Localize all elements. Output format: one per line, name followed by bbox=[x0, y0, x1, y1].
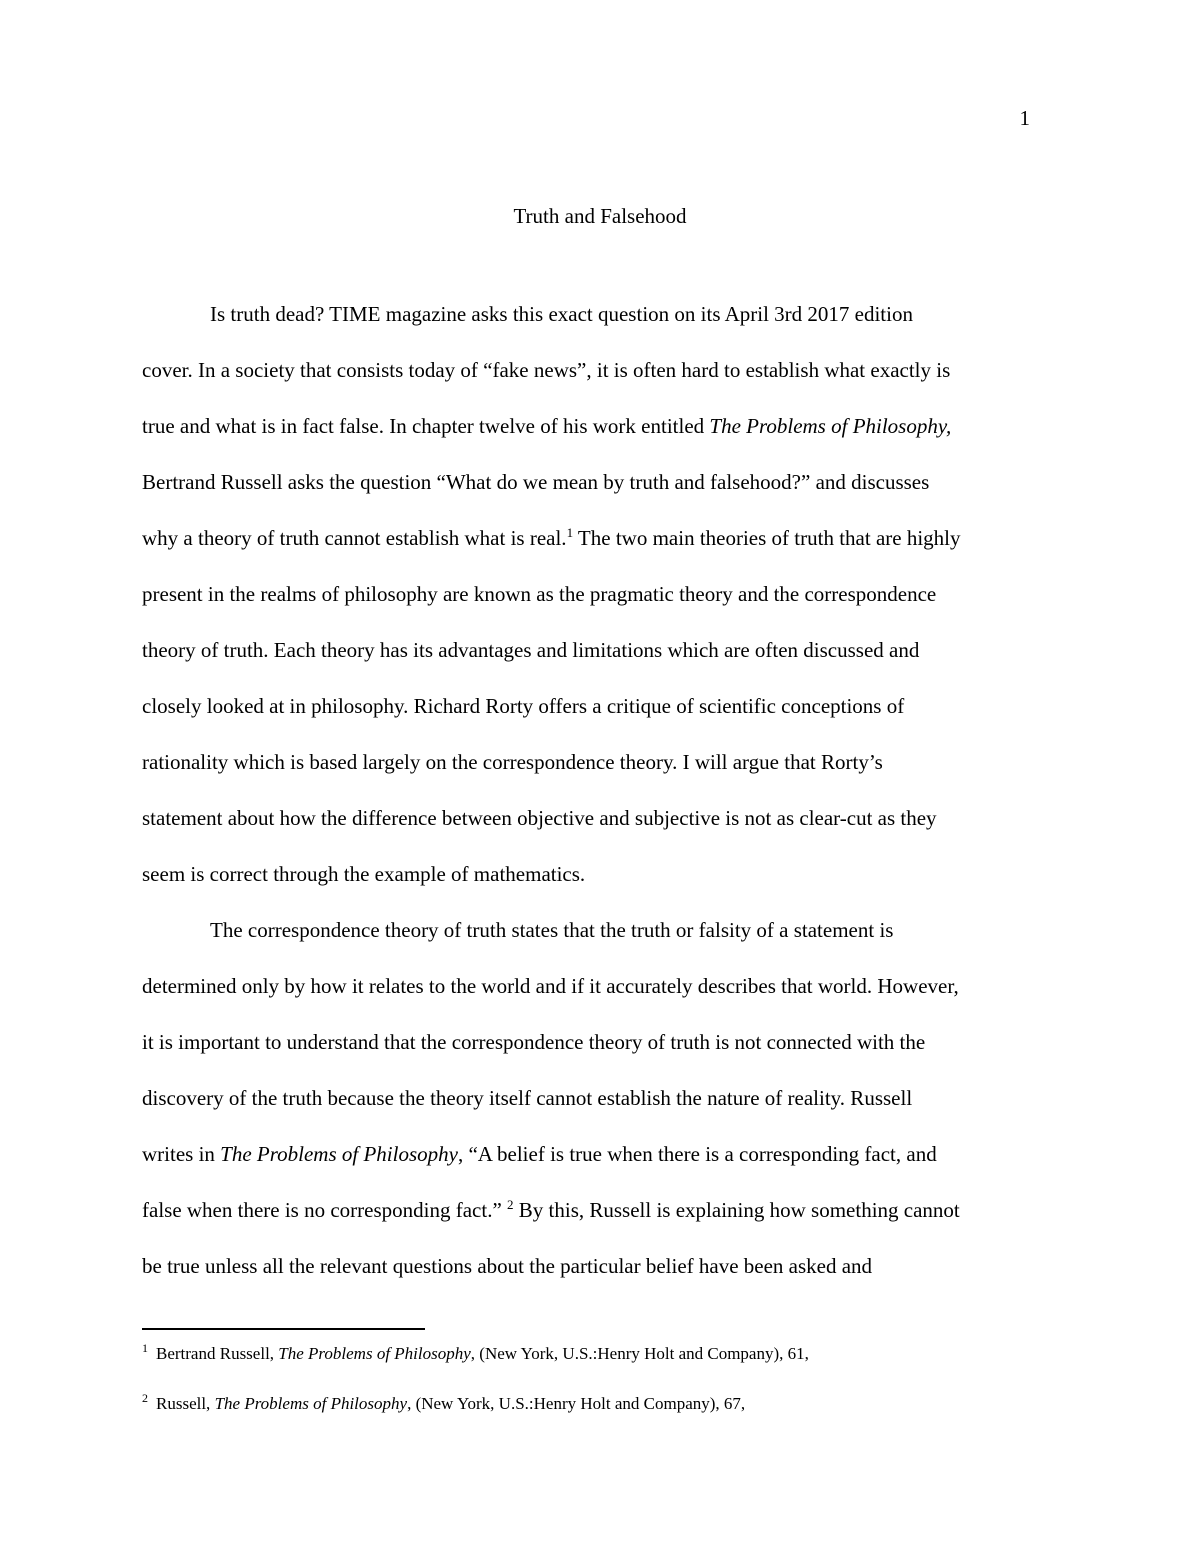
italic-title: The Problems of Philosophy bbox=[214, 1394, 408, 1413]
footnote-separator bbox=[142, 1328, 425, 1330]
text-run: discovery of the truth because the theory itself cannot establish the nature of reality. Russell bbox=[142, 1086, 913, 1110]
text-line bbox=[142, 510, 1062, 566]
text-line bbox=[142, 958, 1062, 1014]
text-run: why a theory of truth cannot establish what is real. bbox=[142, 526, 567, 550]
page-number: 1 bbox=[1019, 106, 1030, 130]
italic-title: The Problems of Philosophy bbox=[220, 1142, 458, 1166]
text-run: determined only by how it relates to the world and if it accurately describes that world. However, bbox=[142, 974, 959, 998]
footnotes bbox=[142, 1340, 1062, 1440]
text-run: it is important to understand that the correspondence theory of truth is not connected with the bbox=[142, 1030, 926, 1054]
text-run: The two main theories of truth that are highly bbox=[573, 526, 961, 550]
text-run: present in the realms of philosophy are known as the pragmatic theory and the correspondence bbox=[142, 582, 937, 606]
text-line bbox=[142, 1126, 1062, 1182]
text-run: writes in bbox=[142, 1142, 221, 1166]
text-run: Bertrand Russell asks the question “What do we mean by truth and falsehood?” and discusses bbox=[142, 470, 930, 494]
text-line bbox=[142, 342, 1062, 398]
text-run: statement about how the difference between objective and subjective is not as clear-cut as they bbox=[142, 806, 937, 830]
text-line bbox=[142, 1014, 1062, 1070]
italic-title: The Problems of Philosophy, bbox=[709, 414, 952, 438]
italic-title: The Problems of Philosophy bbox=[278, 1344, 471, 1363]
text-run: , (New York, U.S.:Henry Holt and Company), 61, bbox=[470, 1344, 809, 1363]
text-line bbox=[142, 846, 1062, 902]
footnote-number: 2 bbox=[142, 1391, 148, 1405]
text-run: , (New York, U.S.:Henry Holt and Company), 67, bbox=[407, 1394, 746, 1413]
text-line bbox=[142, 1070, 1062, 1126]
text-line bbox=[142, 734, 1062, 790]
text-line bbox=[142, 1182, 1062, 1238]
text-run: , “A belief is true when there is a corresponding fact, and bbox=[457, 1142, 937, 1166]
text-line bbox=[142, 678, 1062, 734]
text-run: rationality which is based largely on the correspondence theory. I will argue that Rorty’s bbox=[142, 750, 883, 774]
text-run: false when there is no corresponding fact.” bbox=[142, 1198, 508, 1222]
footnote-reference: 2 bbox=[507, 1197, 514, 1212]
text-line bbox=[142, 622, 1062, 678]
text-run: Bertrand Russell, bbox=[156, 1344, 279, 1363]
text-run: cover. In a society that consists today of “fake news”, it is often hard to establish what exactly is bbox=[142, 358, 951, 382]
text-line bbox=[142, 286, 1062, 342]
text-line bbox=[142, 398, 1062, 454]
text-run: By this, Russell is explaining how something cannot bbox=[513, 1198, 960, 1222]
footnote-number: 1 bbox=[142, 1341, 148, 1355]
text-line bbox=[142, 790, 1062, 846]
paragraph bbox=[142, 902, 1062, 1294]
text-run: Is truth dead? TIME magazine asks this exact question on its April 3rd 2017 edition bbox=[210, 302, 913, 326]
footnote-reference: 1 bbox=[566, 525, 574, 540]
document-title: Truth and Falsehood bbox=[513, 204, 687, 228]
text-line bbox=[142, 566, 1062, 622]
text-run: true and what is in fact false. In chapter twelve of his work entitled bbox=[142, 414, 710, 438]
text-line bbox=[142, 1238, 1062, 1294]
text-run: theory of truth. Each theory has its advantages and limitations which are often discussed and bbox=[142, 638, 920, 662]
text-line bbox=[142, 902, 1062, 958]
footnote bbox=[142, 1340, 1062, 1368]
text-run: Russell, bbox=[156, 1394, 215, 1413]
text-run: be true unless all the relevant questions about the particular belief have been asked and bbox=[142, 1254, 873, 1278]
text-line bbox=[142, 454, 1062, 510]
footnote bbox=[142, 1390, 1062, 1418]
text-run: The correspondence theory of truth states that the truth or falsity of a statement is bbox=[210, 918, 894, 942]
text-run: closely looked at in philosophy. Richard Rorty offers a critique of scientific conceptions of bbox=[142, 694, 905, 718]
paragraph bbox=[142, 286, 1062, 902]
document-body bbox=[142, 286, 1062, 1294]
text-run: seem is correct through the example of mathematics. bbox=[142, 862, 586, 886]
